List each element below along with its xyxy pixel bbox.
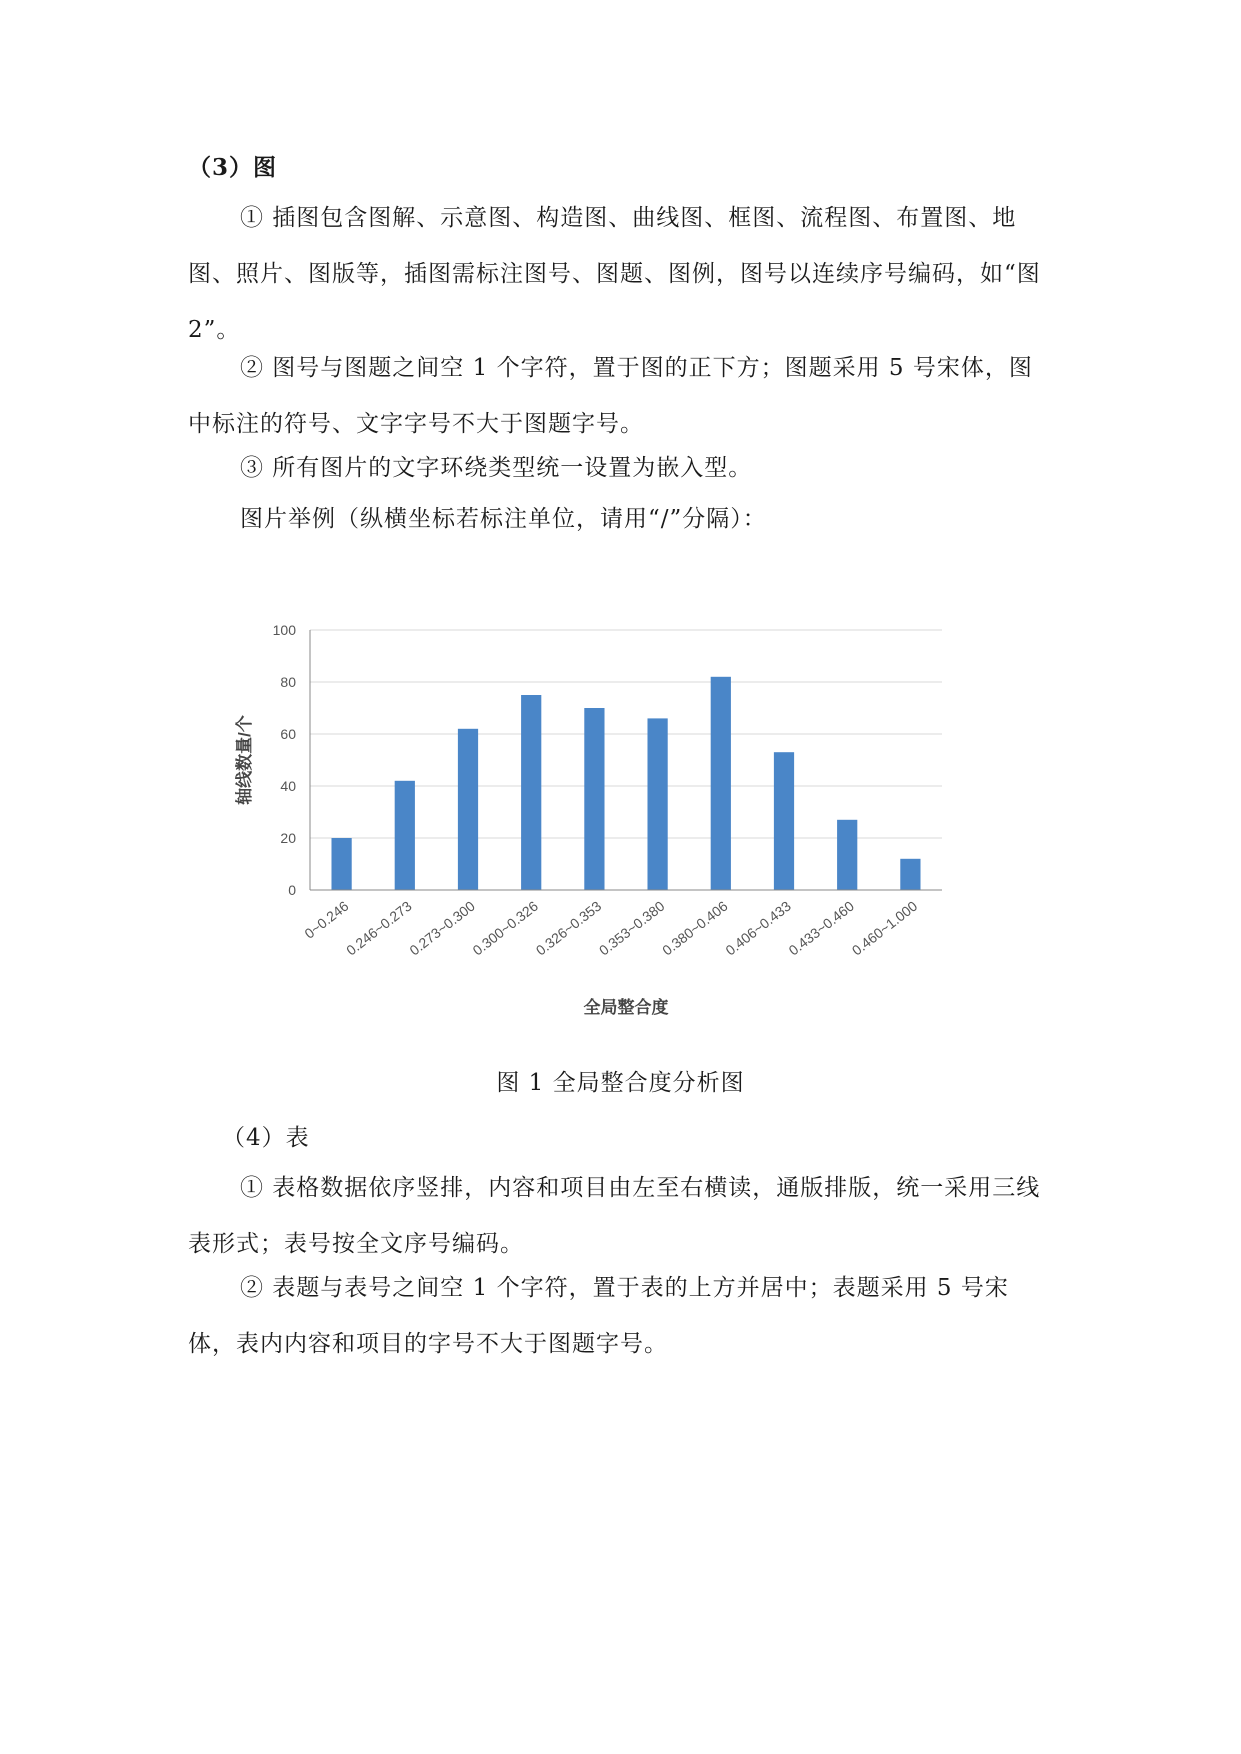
chart-bars [331,677,920,890]
x-tick-label: 0.380~0.406 [659,897,731,959]
y-tick-label: 40 [280,778,296,794]
figure-rule-1: ① 插图包含图解、示意图、构造图、曲线图、框图、流程图、布置图、地图、照片、图版等，插图需标注图号、图题、图例，图号以连续序号编码，如“图2”。 [188,205,1041,343]
bar-7 [774,752,794,890]
x-tick-label: 0.460~1.000 [848,897,921,959]
bar-0 [331,838,351,890]
figure-rule-2: ② 图号与图题之间空 1 个字符，置于图的正下方；图题采用 5 号宋体，图中标注的符号、文字字号不大于图题字号。 [188,355,1033,437]
x-tick-label: 0.406~0.433 [722,897,794,959]
chart-x-ticks [301,898,920,959]
y-tick-label: 0 [288,882,296,898]
bar-6 [711,677,731,890]
figure-rule-3: ③ 所有图片的文字环绕类型统一设置为嵌入型。 [240,455,753,481]
bar-chart [230,600,970,1050]
x-tick-label: 0.246~0.273 [343,897,415,959]
chart-y-ticks [273,622,297,898]
x-tick-label: 0.433~0.460 [785,897,858,959]
bar-4 [584,708,604,890]
x-tick-label: 0.326~0.353 [532,897,605,959]
figure-example-intro: 图片举例（纵横坐标若标注单位，请用“/”分隔）： [240,506,767,532]
y-tick-label: 60 [280,726,296,742]
bar-8 [837,820,857,890]
bar-3 [521,695,541,890]
y-tick-label: 100 [272,622,296,638]
table-rule-2: ② 表题与表号之间空 1 个字符，置于表的上方并居中；表题采用 5 号宋体，表内内容和项目的字号不大于图题字号。 [188,1275,1009,1357]
x-tick-label: 0.353~0.380 [595,897,668,959]
bar-2 [458,729,478,890]
y-tick-label: 20 [280,830,296,846]
chart-x-axis-label: 全局整合度 [583,998,669,1017]
section-4-heading: （4）表 [222,1125,310,1151]
x-tick-label: 0~0.246 [301,897,352,942]
figure-caption: 图 1 全局整合度分析图 [496,1070,745,1096]
table-rule-1: ① 表格数据依序竖排，内容和项目由左至右横读，通版排版，统一采用三线表形式；表号按全文序号编码。 [188,1175,1041,1257]
bar-1 [395,781,415,890]
bar-9 [900,859,920,890]
y-tick-label: 80 [280,674,296,690]
bar-5 [647,718,667,890]
chart-y-axis-label: 轴线数量/个 [235,715,254,805]
x-tick-label: 0.300~0.326 [469,897,542,959]
x-tick-label: 0.273~0.300 [406,897,478,959]
section-3-heading: （3）图 [188,154,278,181]
